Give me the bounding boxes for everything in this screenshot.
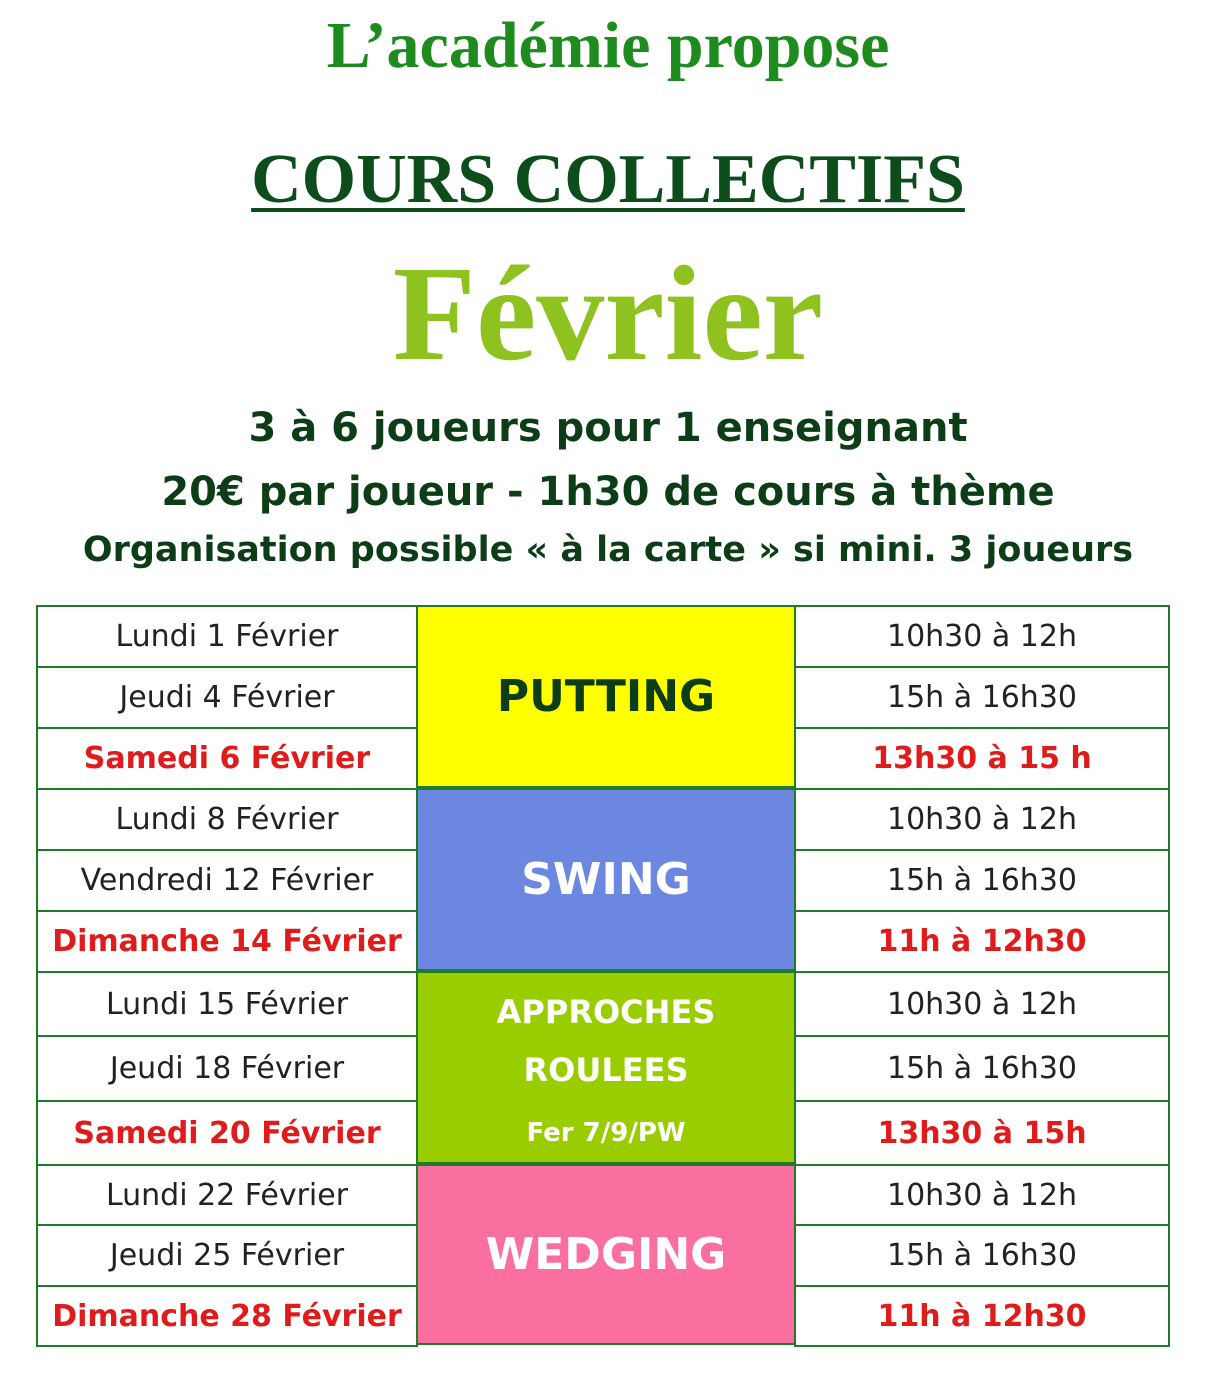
session-time: 15h à 16h30 (794, 1035, 1170, 1102)
theme-block-approches-roulees (416, 971, 796, 1164)
session-date: Lundi 8 Février (36, 788, 418, 851)
theme-label: WEDGING (485, 1228, 727, 1280)
session-time: 10h30 à 12h (794, 788, 1170, 851)
theme-block-putting (416, 605, 796, 788)
theme-sublabel: Fer 7/9/PW (526, 1117, 686, 1148)
page-title-text: COURS COLLECTIFS (251, 141, 965, 218)
theme-label: APPROCHES (496, 992, 716, 1031)
session-date: Jeudi 25 Février (36, 1224, 418, 1287)
theme-block-wedging (416, 1164, 796, 1345)
session-time: 10h30 à 12h (794, 971, 1170, 1037)
session-date: Samedi 20 Février (36, 1100, 418, 1166)
session-date: Lundi 22 Février (36, 1164, 418, 1226)
session-date: Jeudi 4 Février (36, 666, 418, 729)
session-time: 10h30 à 12h (794, 1164, 1170, 1226)
theme-label: PUTTING (496, 670, 716, 722)
page-title (0, 140, 1216, 220)
session-date: Lundi 1 Février (36, 605, 418, 668)
session-date: Lundi 15 Février (36, 971, 418, 1037)
schedule-table (36, 605, 1170, 1343)
session-time: 11h à 12h30 (794, 1285, 1170, 1347)
session-date: Samedi 6 Février (36, 727, 418, 790)
session-date: Jeudi 18 Février (36, 1035, 418, 1102)
info-players: 3 à 6 joueurs pour 1 enseignant (248, 405, 968, 451)
session-time: 11h à 12h30 (794, 910, 1170, 973)
theme-label: ROULEES (523, 1050, 689, 1089)
session-time: 15h à 16h30 (794, 849, 1170, 912)
session-date: Dimanche 14 Février (36, 910, 418, 973)
info-organisation: Organisation possible « à la carte » si mini. 3 joueurs (82, 530, 1134, 570)
session-date: Dimanche 28 Février (36, 1285, 418, 1347)
session-time: 10h30 à 12h (794, 605, 1170, 668)
theme-block-swing (416, 788, 796, 971)
session-time: 15h à 16h30 (794, 666, 1170, 729)
session-time: 15h à 16h30 (794, 1224, 1170, 1287)
intro-heading: L’académie propose (326, 9, 890, 82)
session-date: Vendredi 12 Février (36, 849, 418, 912)
info-price: 20€ par joueur - 1h30 de cours à thème (161, 469, 1055, 515)
theme-label: SWING (521, 853, 691, 905)
session-time: 13h30 à 15 h (794, 727, 1170, 790)
session-time: 13h30 à 15h (794, 1100, 1170, 1166)
month-heading: Février (392, 239, 824, 389)
